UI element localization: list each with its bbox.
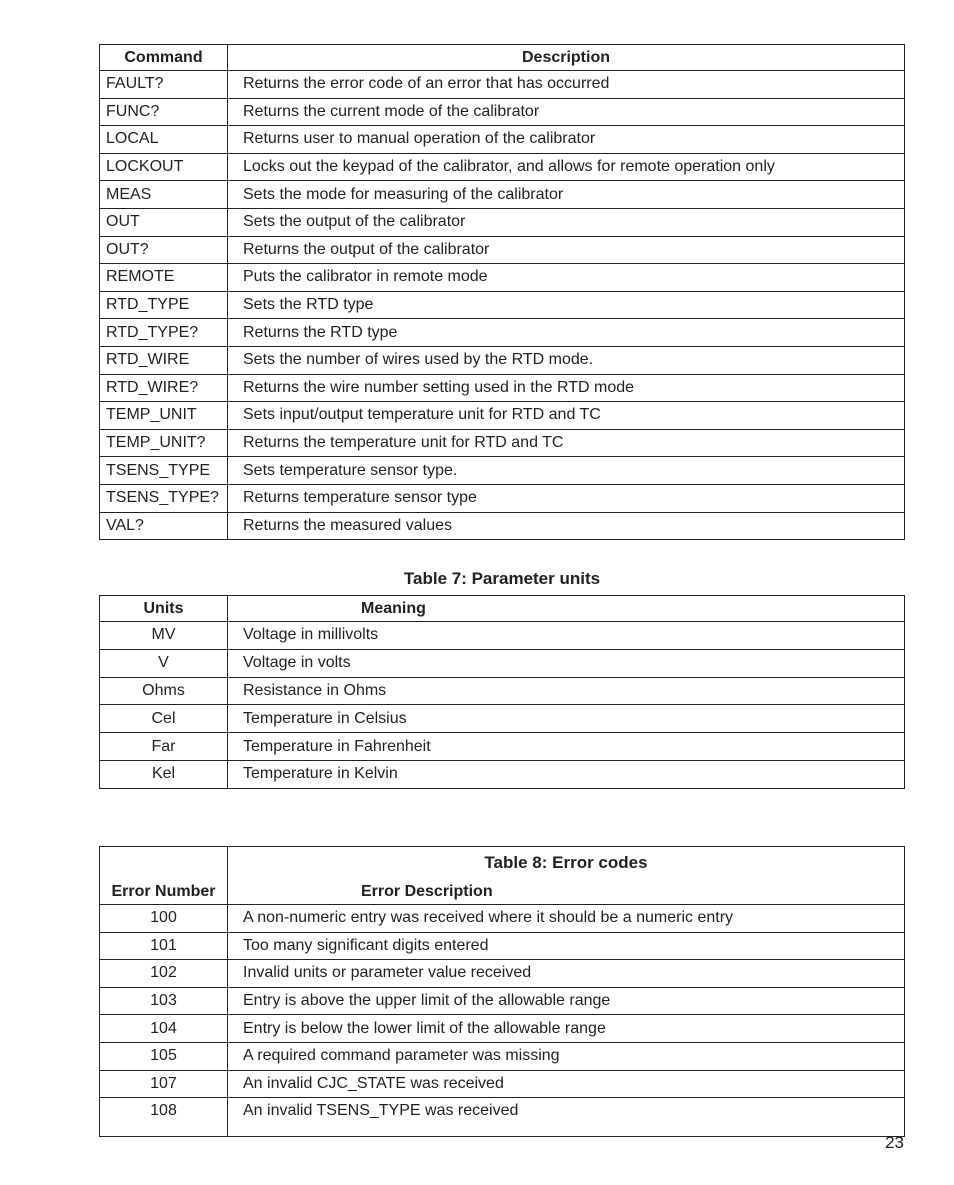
table-row — [100, 374, 905, 402]
table-row — [100, 649, 905, 677]
table-row — [100, 733, 905, 761]
command-cell: TEMP_UNIT — [100, 402, 228, 430]
description-cell: Locks out the keypad of the calibrator, and allows for remote operation only — [228, 153, 905, 181]
error-description-column-header: Error Description — [361, 883, 493, 900]
description-cell: Returns the temperature unit for RTD and TC — [228, 429, 905, 457]
errors-table — [99, 846, 905, 1137]
description-cell: Returns temperature sensor type — [228, 484, 905, 512]
table-row — [100, 512, 905, 540]
table-row — [100, 429, 905, 457]
command-cell: VAL? — [100, 512, 228, 540]
command-cell: RTD_WIRE? — [100, 374, 228, 402]
table-row — [100, 960, 905, 988]
description-column-header: Description — [228, 45, 905, 71]
commands-table — [99, 44, 905, 540]
table-row — [100, 932, 905, 960]
table-row — [100, 905, 905, 933]
description-cell: Puts the calibrator in remote mode — [228, 264, 905, 292]
error-description-header-cell — [228, 847, 905, 905]
meaning-cell: Temperature in Celsius — [228, 705, 905, 733]
table-row — [100, 319, 905, 347]
description-cell: Returns the wire number setting used in the RTD mode — [228, 374, 905, 402]
table-row — [100, 987, 905, 1015]
meaning-cell: Temperature in Kelvin — [228, 760, 905, 788]
error-number-cell: 102 — [100, 960, 228, 988]
error-description-cell: An invalid TSENS_TYPE was received — [228, 1098, 905, 1137]
description-cell: Returns the error code of an error that has occurred — [228, 71, 905, 99]
table-row — [100, 677, 905, 705]
commands-table-header — [100, 45, 905, 71]
table-row — [100, 402, 905, 430]
error-description-cell: Invalid units or parameter value received — [228, 960, 905, 988]
table-row — [100, 153, 905, 181]
command-cell: FAULT? — [100, 71, 228, 99]
units-table-header — [100, 596, 905, 622]
meaning-cell: Voltage in volts — [228, 649, 905, 677]
unit-cell: Ohms — [100, 677, 228, 705]
error-description-cell: A non-numeric entry was received where it should be a numeric entry — [228, 905, 905, 933]
command-cell: RTD_WIRE — [100, 346, 228, 374]
table-row — [100, 126, 905, 154]
command-cell: FUNC? — [100, 98, 228, 126]
error-number-cell: 104 — [100, 1015, 228, 1043]
table-row — [100, 457, 905, 485]
units-table-caption: Table 7: Parameter units — [403, 569, 601, 588]
table-row — [100, 236, 905, 264]
table-row — [100, 705, 905, 733]
table-row — [100, 622, 905, 650]
description-cell: Sets the RTD type — [228, 291, 905, 319]
unit-cell: V — [100, 649, 228, 677]
command-cell: OUT — [100, 208, 228, 236]
command-cell: MEAS — [100, 181, 228, 209]
command-cell: TEMP_UNIT? — [100, 429, 228, 457]
meaning-column-header: Meaning — [228, 596, 905, 622]
page-number: 23 — [885, 1133, 904, 1152]
description-cell: Returns the RTD type — [228, 319, 905, 347]
meaning-cell: Resistance in Ohms — [228, 677, 905, 705]
command-cell: TSENS_TYPE — [100, 457, 228, 485]
error-number-column-header: Error Number — [100, 847, 228, 905]
error-number-cell: 107 — [100, 1070, 228, 1098]
errors-table-header — [100, 847, 905, 905]
table-row — [100, 760, 905, 788]
table-row — [100, 1042, 905, 1070]
description-cell: Returns user to manual operation of the calibrator — [228, 126, 905, 154]
description-cell: Returns the measured values — [228, 512, 905, 540]
command-cell: OUT? — [100, 236, 228, 264]
description-cell: Sets the mode for measuring of the calibrator — [228, 181, 905, 209]
error-number-cell: 101 — [100, 932, 228, 960]
description-cell: Sets input/output temperature unit for RTD and TC — [228, 402, 905, 430]
error-description-cell: Too many significant digits entered — [228, 932, 905, 960]
error-description-cell: An invalid CJC_STATE was received — [228, 1070, 905, 1098]
table-row — [100, 71, 905, 99]
units-table — [99, 595, 905, 789]
errors-table-caption: Table 8: Error codes — [484, 853, 648, 872]
meaning-cell: Voltage in millivolts — [228, 622, 905, 650]
description-cell: Sets temperature sensor type. — [228, 457, 905, 485]
table-row — [100, 208, 905, 236]
table-row — [100, 484, 905, 512]
error-description-cell: Entry is below the lower limit of the allowable range — [228, 1015, 905, 1043]
table-row — [100, 1015, 905, 1043]
command-cell: LOCKOUT — [100, 153, 228, 181]
table-row — [100, 1070, 905, 1098]
units-column-header: Units — [100, 596, 228, 622]
table-row — [100, 291, 905, 319]
description-cell: Sets the number of wires used by the RTD mode. — [228, 346, 905, 374]
error-number-cell: 100 — [100, 905, 228, 933]
unit-cell: Cel — [100, 705, 228, 733]
table-row — [100, 98, 905, 126]
error-number-cell: 103 — [100, 987, 228, 1015]
description-cell: Returns the current mode of the calibrator — [228, 98, 905, 126]
error-description-cell: A required command parameter was missing — [228, 1042, 905, 1070]
command-column-header: Command — [100, 45, 228, 71]
unit-cell: Kel — [100, 760, 228, 788]
error-number-cell: 108 — [100, 1098, 228, 1137]
table-row — [100, 264, 905, 292]
command-cell: RTD_TYPE? — [100, 319, 228, 347]
meaning-cell: Temperature in Fahrenheit — [228, 733, 905, 761]
table-row — [100, 1098, 905, 1137]
command-cell: RTD_TYPE — [100, 291, 228, 319]
unit-cell: Far — [100, 733, 228, 761]
description-cell: Sets the output of the calibrator — [228, 208, 905, 236]
description-cell: Returns the output of the calibrator — [228, 236, 905, 264]
command-cell: REMOTE — [100, 264, 228, 292]
table-row — [100, 181, 905, 209]
command-cell: LOCAL — [100, 126, 228, 154]
error-description-cell: Entry is above the upper limit of the allowable range — [228, 987, 905, 1015]
error-number-cell: 105 — [100, 1042, 228, 1070]
command-cell: TSENS_TYPE? — [100, 484, 228, 512]
table-row — [100, 346, 905, 374]
unit-cell: MV — [100, 622, 228, 650]
